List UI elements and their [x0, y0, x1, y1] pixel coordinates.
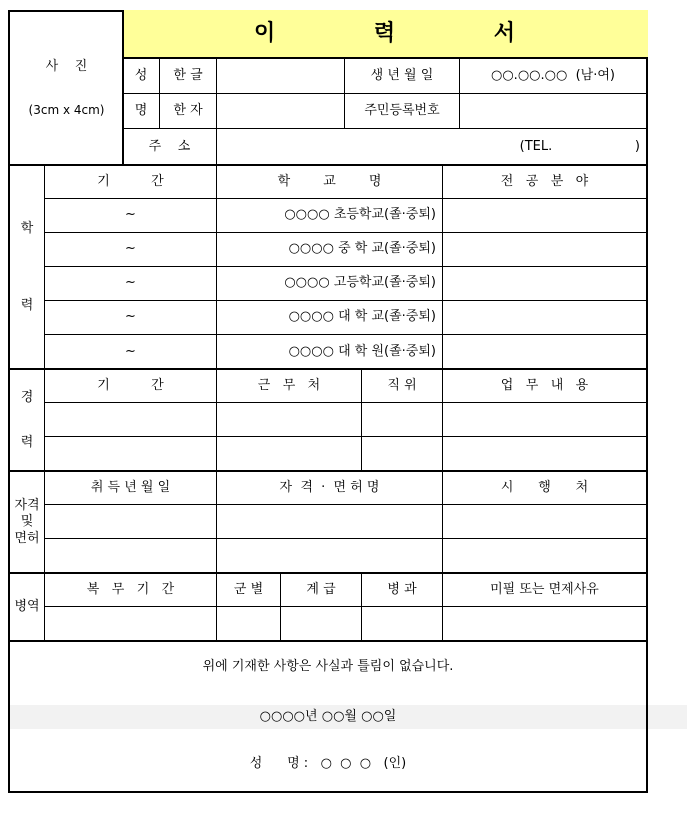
career-section-label	[8, 368, 45, 471]
license-section-label: 자격 및 면허	[8, 470, 45, 573]
education-major[interactable]	[443, 233, 648, 267]
career-header-period: 기 간	[45, 368, 217, 403]
education-major[interactable]	[443, 267, 648, 301]
license-header-date: 취 득 년 월 일	[45, 470, 217, 505]
education-section-label	[8, 164, 45, 369]
education-major[interactable]	[443, 301, 648, 335]
education-major[interactable]	[443, 335, 648, 369]
license-issuer-field[interactable]	[443, 539, 648, 573]
military-exemption-field[interactable]	[443, 607, 648, 641]
career-position-field[interactable]	[362, 403, 443, 437]
page-title: 이 력 서	[123, 10, 648, 59]
career-label-2: 력	[20, 434, 34, 450]
career-period-field[interactable]	[45, 403, 217, 437]
military-header-specialty: 병 과	[362, 572, 443, 607]
military-header-rank: 계 급	[281, 572, 362, 607]
career-label-1: 경	[20, 390, 34, 406]
license-header-name: 자 격 · 면 허 명	[217, 470, 443, 505]
education-school[interactable]: ○○○○ 대 학 원(졸·중퇴)	[217, 335, 443, 369]
photo-size: (3cm x 4cm)	[28, 103, 105, 118]
name-label-2: 명	[123, 94, 160, 129]
declaration-signature[interactable]: 성 명 : ○ ○ ○ (인)	[249, 755, 407, 771]
education-school[interactable]: ○○○○ 초등학교(졸·중퇴)	[217, 199, 443, 233]
education-header-period: 기 간	[45, 164, 217, 199]
career-duties-field[interactable]	[443, 403, 648, 437]
education-major[interactable]	[443, 199, 648, 233]
photo-box	[8, 10, 123, 165]
address-label: 주 소	[123, 129, 217, 165]
address-field[interactable]	[217, 129, 648, 165]
hanja-name-field[interactable]	[217, 94, 345, 129]
hangul-label: 한 글	[160, 59, 217, 94]
license-date-field[interactable]	[45, 539, 217, 573]
education-period[interactable]: ~	[45, 233, 217, 267]
education-period[interactable]: ~	[45, 301, 217, 335]
declaration-date[interactable]: ○○○○년 ○○월 ○○일	[259, 708, 397, 724]
license-issuer-field[interactable]	[443, 505, 648, 539]
declaration-statement: 위에 기재한 사항은 사실과 틀림이 없습니다.	[202, 658, 454, 674]
education-school[interactable]: ○○○○ 대 학 교(졸·중퇴)	[217, 301, 443, 335]
resident-number-field[interactable]	[460, 94, 648, 129]
education-header-school: 학 교 명	[217, 164, 443, 199]
name-label-1: 성	[123, 59, 160, 94]
education-label-2: 력	[20, 297, 34, 313]
education-label-1: 학	[20, 221, 34, 237]
tel-text: (TEL. )	[519, 138, 640, 154]
career-workplace-field[interactable]	[217, 437, 362, 471]
military-header-exemption: 미필 또는 면제사유	[443, 572, 648, 607]
career-header-duties: 업 무 내 용	[443, 368, 648, 403]
military-section-label: 병역	[8, 572, 45, 641]
career-duties-field[interactable]	[443, 437, 648, 471]
career-position-field[interactable]	[362, 437, 443, 471]
education-period[interactable]: ~	[45, 335, 217, 369]
education-header-major: 전 공 분 야	[443, 164, 648, 199]
education-period[interactable]: ~	[45, 199, 217, 233]
military-period-field[interactable]	[45, 607, 217, 641]
license-header-issuer: 시 행 처	[443, 470, 648, 505]
hangul-name-field[interactable]	[217, 59, 345, 94]
resident-number-label: 주민등록번호	[345, 94, 460, 129]
education-school[interactable]: ○○○○ 고등학교(졸·중퇴)	[217, 267, 443, 301]
military-header-branch: 군 별	[217, 572, 281, 607]
career-period-field[interactable]	[45, 437, 217, 471]
military-specialty-field[interactable]	[362, 607, 443, 641]
military-branch-field[interactable]	[217, 607, 281, 641]
education-period[interactable]: ~	[45, 267, 217, 301]
military-header-period: 복 무 기 간	[45, 572, 217, 607]
birth-label: 생 년 월 일	[345, 59, 460, 94]
career-header-workplace: 근 무 처	[217, 368, 362, 403]
license-date-field[interactable]	[45, 505, 217, 539]
birth-value[interactable]: ○○.○○.○○ (남·여)	[460, 59, 648, 94]
license-name-field[interactable]	[217, 505, 443, 539]
career-workplace-field[interactable]	[217, 403, 362, 437]
photo-label: 사 진	[45, 58, 88, 74]
military-rank-field[interactable]	[281, 607, 362, 641]
career-header-position: 직 위	[362, 368, 443, 403]
education-school[interactable]: ○○○○ 중 학 교(졸·중퇴)	[217, 233, 443, 267]
license-name-field[interactable]	[217, 539, 443, 573]
hanja-label: 한 자	[160, 94, 217, 129]
